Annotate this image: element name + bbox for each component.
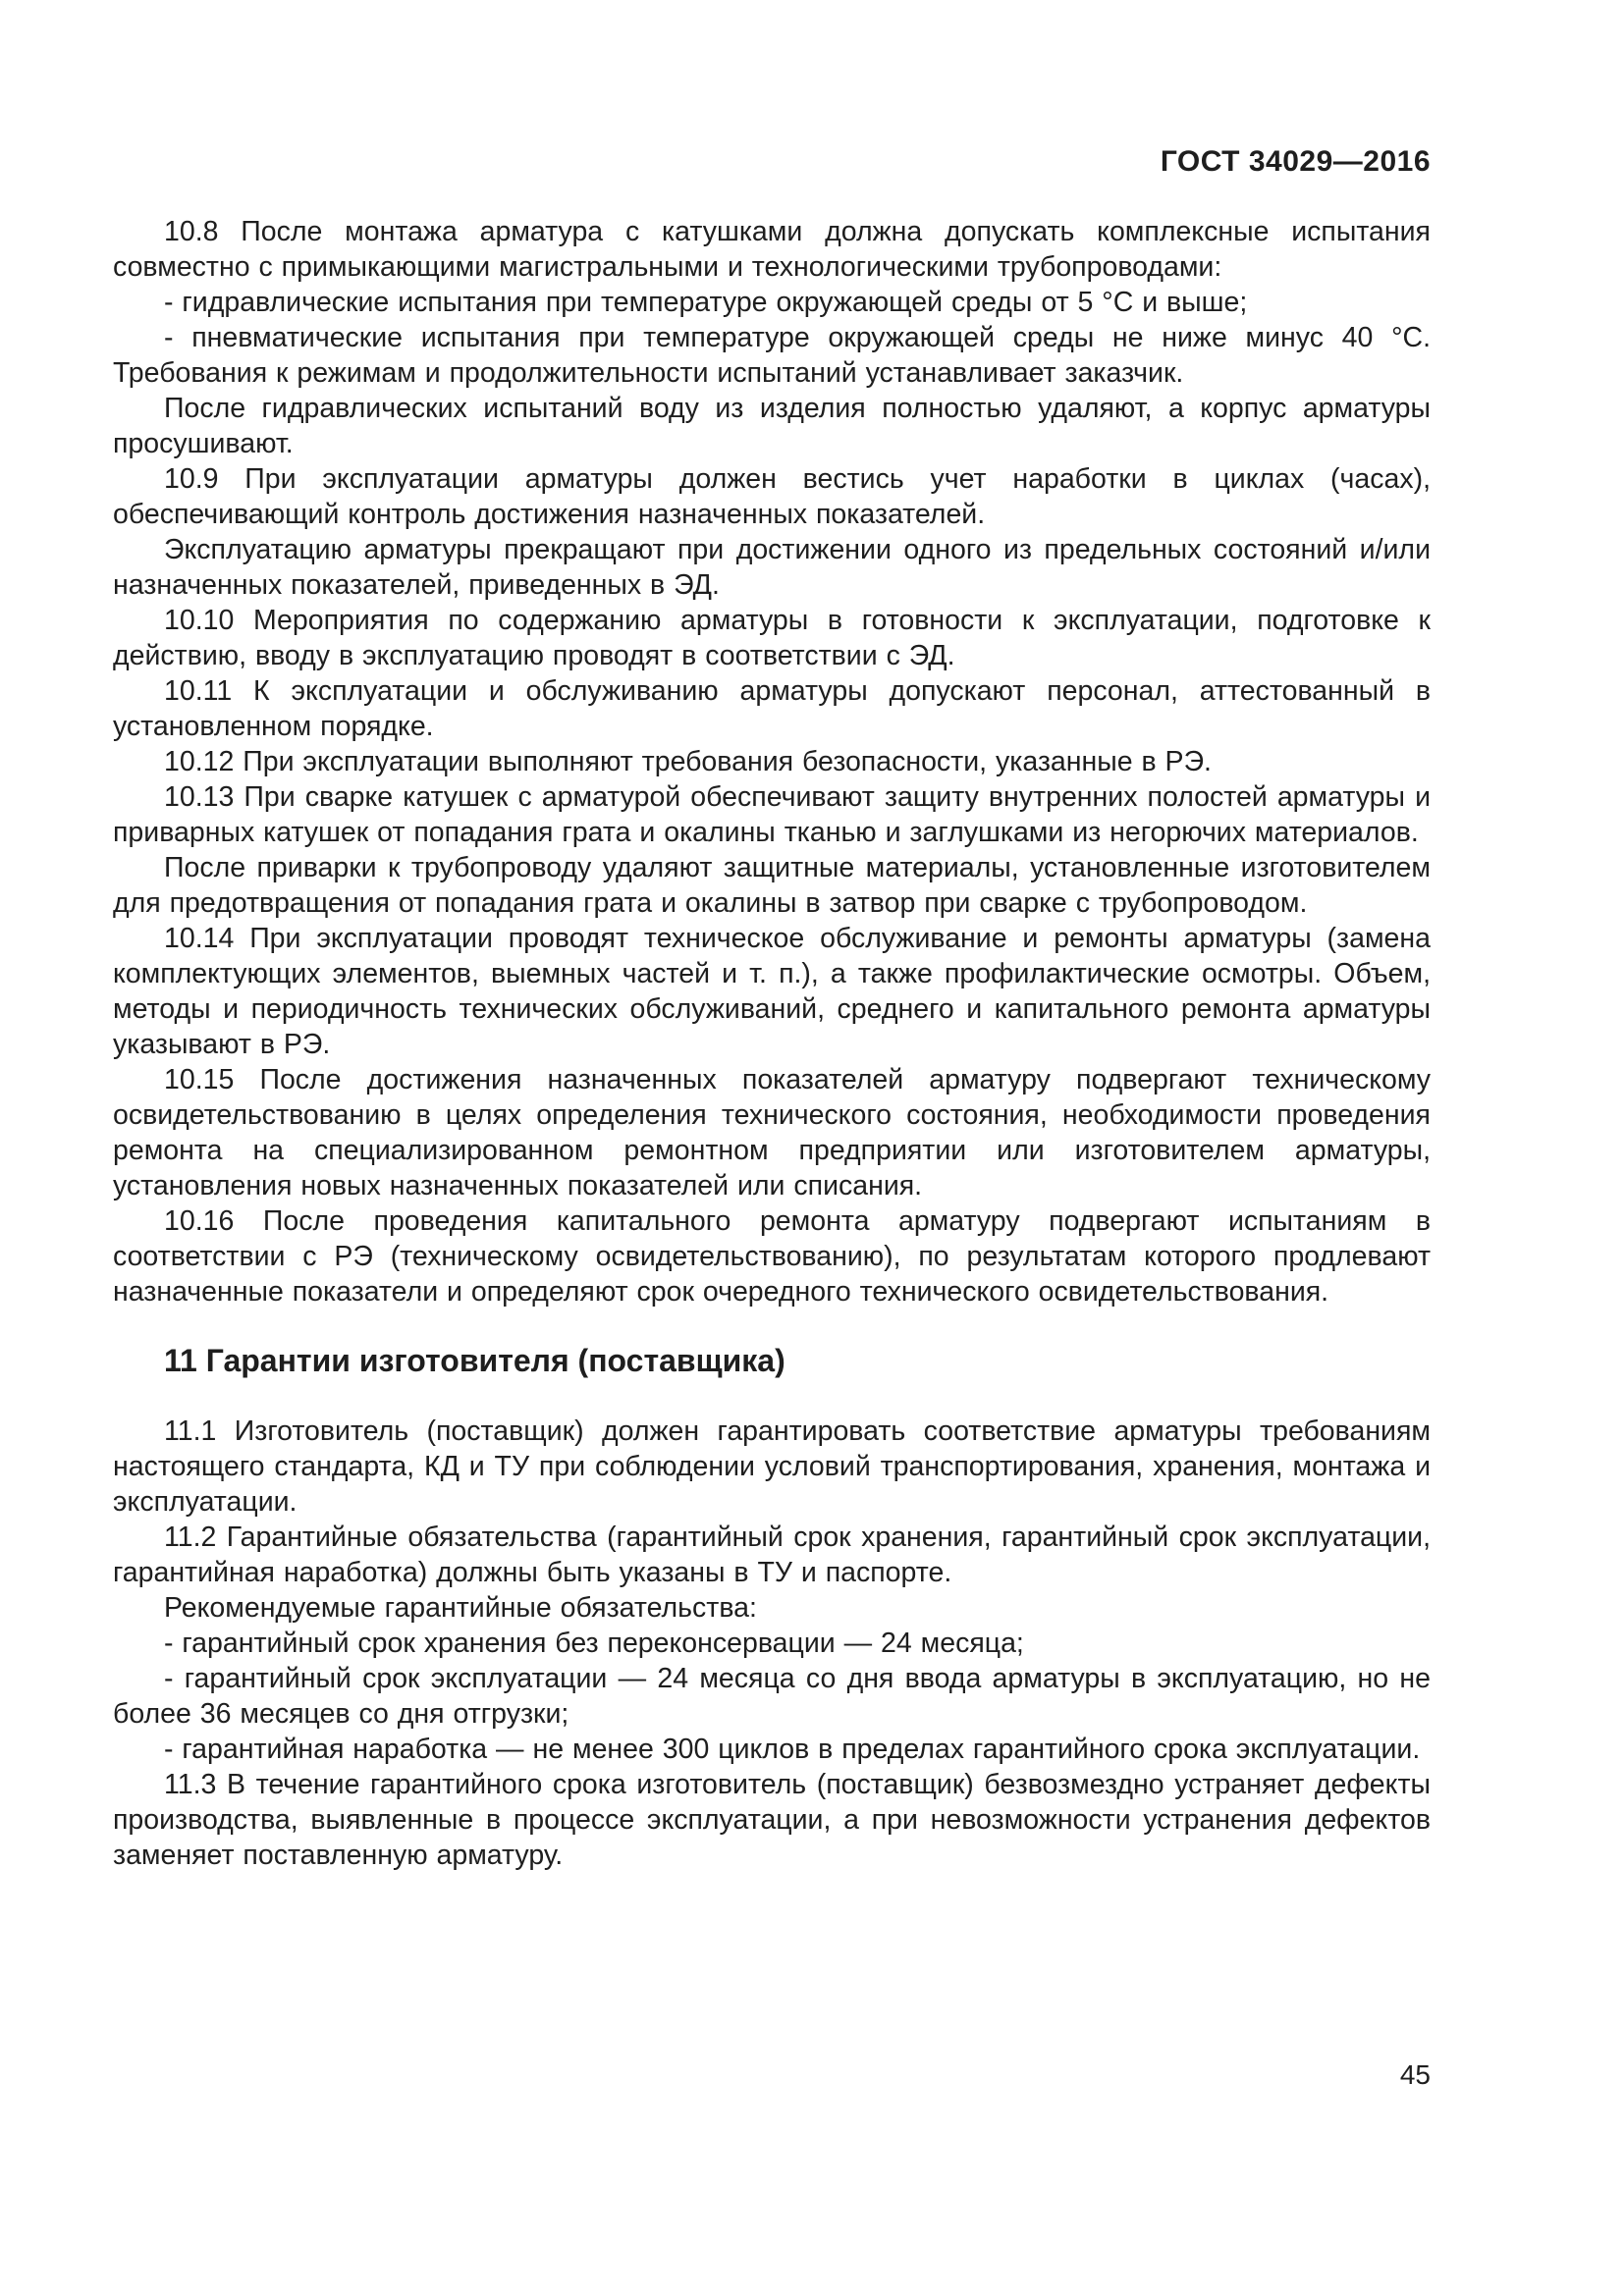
paragraph: 10.8 После монтажа арматура с катушками должна допускать комплексные испытания совместно с примыкающими магистральными и технологическими трубопроводами: (113, 216, 1431, 283)
document-body (113, 214, 1431, 1873)
paragraph: 10.14 При эксплуатации проводят техническое обслуживание и ремонты арматуры (замена комплектующих элементов, выемных частей и т. п.), а также профилактические осмотры. Объем, методы и периодичность технических обслуживаний, среднего и капитального ремонта арматуры указывают в РЭ. (113, 923, 1431, 1060)
paragraph: Эксплуатацию арматуры прекращают при достижении одного из предельных состояний и/или назначенных показателей, приведенных в ЭД. (113, 534, 1431, 601)
section-heading: 11 Гарантии изготовителя (поставщика) (164, 1343, 785, 1378)
paragraph: 10.13 При сварке катушек с арматурой обеспечивают защиту внутренних полостей арматуры и приварных катушек от попадания грата и окалины тканью и заглушками из негорючих материалов. (113, 781, 1431, 848)
paragraph: После приварки к трубопроводу удаляют защитные материалы, установленные изготовителем для предотвращения от попадания грата и окалины в затвор при сварке с трубопроводом. (113, 852, 1431, 919)
list-item: - гарантийная наработка — не менее 300 циклов в пределах гарантийного срока эксплуатации. (164, 1734, 1421, 1765)
paragraph: 11.3 В течение гарантийного срока изготовитель (поставщик) безвозмездно устраняет дефекты производства, выявленные в процессе эксплуатации, а при невозможности устранения дефектов заменяет поставленную арматуру. (113, 1769, 1431, 1871)
paragraph: 10.16 После проведения капитального ремонта арматуру подвергают испытаниям в соответствии с РЭ (техническому освидетельствованию), по результатам которого продлевают назначенные показатели и определяют срок очередного технического освидетельствования. (113, 1205, 1431, 1308)
paragraph: 10.11 К эксплуатации и обслуживанию арматуры допускают персонал, аттестованный в установленном порядке. (113, 675, 1431, 742)
paragraph: 10.9 При эксплуатации арматуры должен вестись учет наработки в циклах (часах), обеспечивающий контроль достижения назначенных показателей. (113, 463, 1431, 530)
paragraph: Рекомендуемые гарантийные обязательства: (164, 1592, 757, 1624)
paragraph: 10.12 При эксплуатации выполняют требования безопасности, указанные в РЭ. (164, 746, 1212, 777)
list-item: - гарантийный срок хранения без переконсервации — 24 месяца; (164, 1628, 1024, 1659)
list-item: - гарантийный срок эксплуатации — 24 месяца со дня ввода арматуры в эксплуатацию, но не более 36 месяцев со дня отгрузки; (113, 1663, 1431, 1730)
paragraph: После гидравлических испытаний воду из изделия полностью удаляют, а корпус арматуры просушивают. (113, 393, 1431, 459)
list-item: - гидравлические испытания при температуре окружающей среды от 5 °С и выше; (164, 287, 1248, 318)
paragraph: 11.2 Гарантийные обязательства (гарантийный срок хранения, гарантийный срок эксплуатации, гарантийная наработка) должны быть указаны в ТУ и паспорте. (113, 1522, 1431, 1588)
list-item: - пневматические испытания при температуре окружающей среды не ниже минус 40 °С. Требования к режимам и продолжительности испытаний устанавливает заказчик. (113, 322, 1431, 389)
paragraph: 11.1 Изготовитель (поставщик) должен гарантировать соответствие арматуры требованиям настоящего стандарта, КД и ТУ при соблюдении условий транспортирования, хранения, монтажа и эксплуатации. (113, 1415, 1431, 1518)
page-number: 45 (1399, 2059, 1431, 2090)
running-header: ГОСТ 34029—2016 (1160, 145, 1431, 178)
paragraph: 10.15 После достижения назначенных показателей арматуру подвергают техническому освидетельствованию в целях определения технического состояния, необходимости проведения ремонта на специализированном ремонтном предприятии или изготовителем арматуры, установления новых назначенных показателей или списания. (113, 1064, 1431, 1201)
paragraph: 10.10 Мероприятия по содержанию арматуры в готовности к эксплуатации, подготовке к действию, вводу в эксплуатацию проводят в соответствии с ЭД. (113, 605, 1431, 671)
